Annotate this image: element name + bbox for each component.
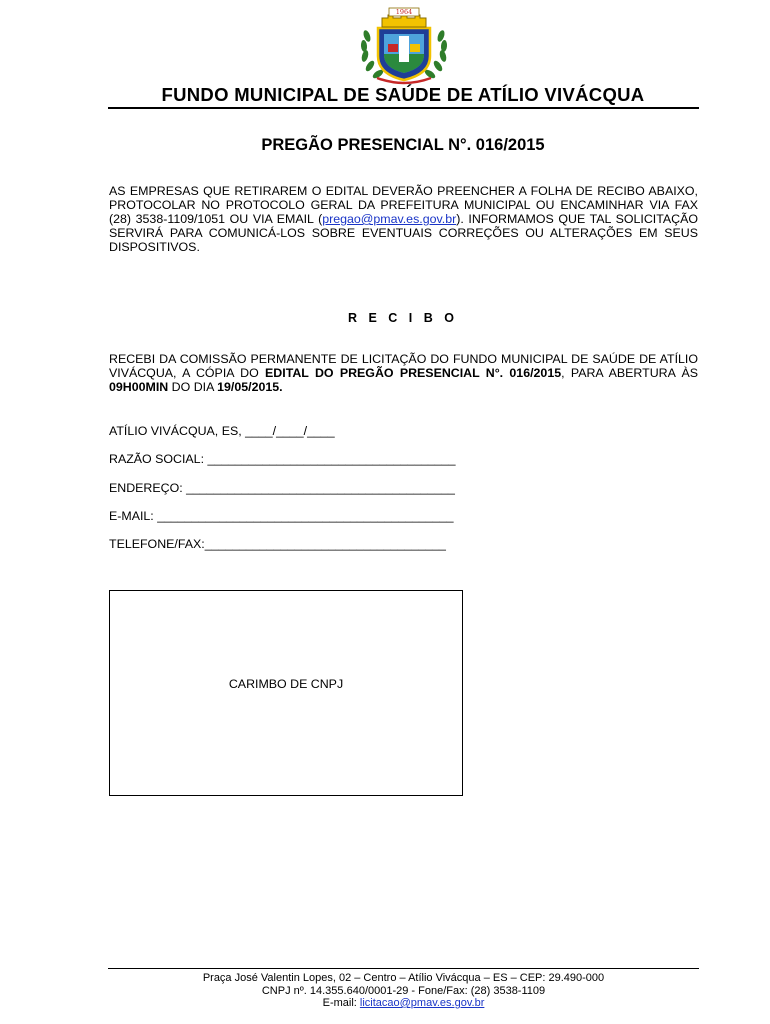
footer-divider [108, 968, 699, 969]
receipt-text-1: RECEBI DA COMISSÃO PERMANENTE DE LICITAÇÃO DO FUNDO MUNICIPAL DE SAÚDE DE ATÍLIO VIVÁCQUA, A CÓPIA DO [109, 352, 698, 380]
place-date-field[interactable]: ATÍLIO VIVÁCQUA, ES, ____/____/____ [109, 424, 335, 438]
receipt-opening-date: 19/05/2015. [217, 380, 283, 394]
organization-title: FUNDO MUNICIPAL DE SAÚDE DE ATÍLIO VIVÁCQUA [161, 84, 645, 105]
razao-social-field[interactable]: RAZÃO SOCIAL: ____________________________________ [109, 452, 456, 466]
seal-banner-text: 1964 [395, 8, 413, 16]
notice-text-start: AS EMPRESAS QUE RETIRAREM O EDITAL DEVERÃO PREENCHER A FOLHA DE RECIBO ABAIXO, PROTOCOLAR NO PROTOCOLO GERAL DA PREFEITURA MUNICIPAL OU ENCAMINHAR VIA FAX (28) 3538-1109/1051 OU VIA EMAIL ( [109, 184, 698, 226]
receipt-edital-ref: EDITAL DO PREGÃO PRESENCIAL N°. 016/2015 [265, 366, 562, 380]
notice-paragraph [109, 184, 698, 254]
municipal-seal-logo [355, 6, 453, 86]
receipt-heading: R E C I B O [348, 311, 458, 325]
cnpj-stamp-label: CARIMBO DE CNPJ [228, 677, 344, 691]
email-field[interactable]: E-MAIL: ___________________________________________ [109, 509, 454, 523]
footer-cnpj-phone: CNPJ nº. 14.355.640/0001-29 - Fone/Fax: (28) 3538-1109 [261, 985, 546, 997]
notice-text-end: ). INFORMAMOS QUE TAL SOLICITAÇÃO SERVIRÁ PARA COMUNICÁ-LOS SOBRE EVENTUAIS CORREÇÕES OU ALTERAÇÕES EM SEUS DISPOSITIVOS. [109, 212, 698, 254]
footer-email-link[interactable]: licitacao@pmav.es.gov.br [359, 997, 485, 1009]
notice-email-link[interactable]: pregao@pmav.es.gov.br [322, 212, 457, 226]
receipt-opening-time: 09H00MIN [109, 380, 169, 394]
telefone-fax-field[interactable]: TELEFONE/FAX:___________________________________ [109, 537, 446, 551]
receipt-text-2: , PARA ABERTURA ÀS [561, 366, 698, 380]
document-title: PREGÃO PRESENCIAL N°. 016/2015 [261, 136, 545, 154]
receipt-text-3: DO DIA [168, 380, 218, 394]
footer-address: Praça José Valentin Lopes, 02 – Centro – Atílio Vivácqua – ES – CEP: 29.490-000 [202, 972, 605, 984]
endereco-field[interactable]: ENDEREÇO: _______________________________________ [109, 481, 455, 495]
receipt-paragraph [109, 352, 698, 394]
cnpj-stamp-box [109, 590, 463, 796]
footer-email-label: E-mail: [322, 997, 360, 1009]
header-divider [108, 107, 699, 109]
footer-email-line [108, 997, 699, 1010]
